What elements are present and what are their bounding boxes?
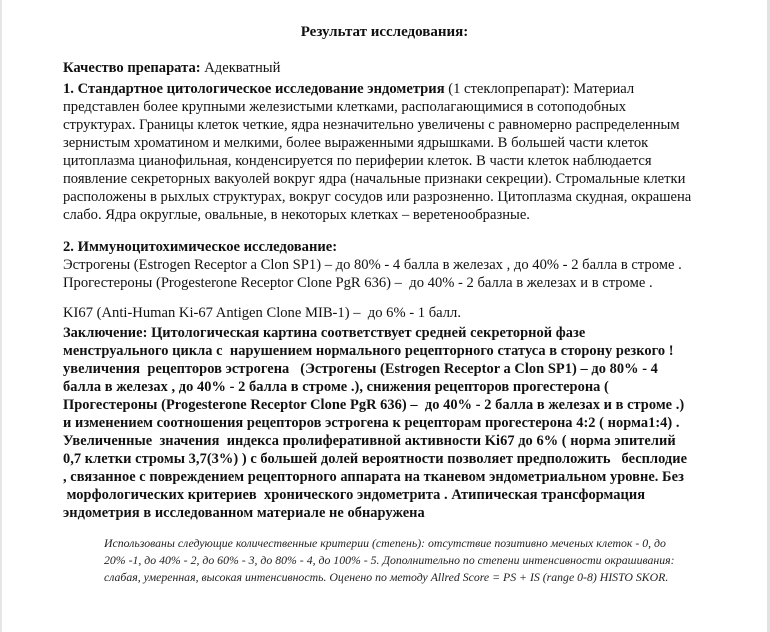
progesterone-line: Прогестероны (Progesterone Receptor Clone PgR 636) – до 40% - 2 балла в железах и в строме .	[63, 275, 653, 291]
section1-text-line: представлен более крупными железистыми клетками, располагающимися в сотоподобных	[63, 99, 626, 115]
document-title: Результат исследования:	[300, 24, 469, 40]
conclusion-line: эндометрия в исследованном материале не обнаружена	[63, 505, 425, 521]
section1-text-line: расположены в рыхлых структурах, вокруг сосудов или разрозненно. Цитоплазма скудная, окрашена	[63, 189, 692, 205]
conclusion-line: Прогестероны (Progesterone Receptor Clone PgR 636) – до 40% - 2 балла в железах и в строме .)	[63, 397, 685, 413]
ki67-line: KI67 (Anti-Human Ki-67 Antigen Clone MIB-1) – до 6% - 1 балл.	[63, 305, 461, 321]
footnote-line: слабая, умеренная, высокая интенсивность. Оценено по методу Allred Score = PS + IS (range 0-8) HISTO SKOR.	[104, 570, 669, 584]
conclusion-line: менструального цикла с нарушением нормального рецепторного статуса в сторону резкого !	[63, 343, 674, 359]
conclusion-line: увеличения рецепторов эстрогена (Эстрогены (Estrogen Receptor a Clon SP1) – до 80% - 4	[63, 361, 658, 377]
section1-heading: 1. Стандартное цитологическое исследование эндометрия	[63, 81, 445, 97]
footnote-line: 20% -1, до 40% - 2, до 60% - 3, до 80% - 4, до 100% - 5. Дополнительно по степени интенсивности окрашивания:	[104, 553, 675, 567]
section1-text-line: структурах. Границы клеток четкие, ядра незначительно увеличены с равномерно распределенным	[63, 117, 680, 133]
footnote-line: Использованы следующие количественные критерии (степень): отсутствие позитивно меченых клеток - 0, до	[104, 536, 666, 550]
conclusion-line: балла в железах , до 40% - 2 балла в строме .), снижения рецепторов прогестерона (	[63, 379, 609, 395]
quality-label: Качество препарата:	[63, 60, 201, 76]
quality-line	[63, 59, 280, 77]
conclusion-line: , связанное с повреждением рецепторного аппарата на тканевом эндометриальном уровне. Без	[63, 469, 684, 485]
section1-heading-suffix: (1 стеклопрепарат): Материал	[444, 81, 635, 97]
section1-heading-line	[63, 80, 634, 98]
conclusion-line: и изменением соотношения рецепторов эстрогена к рецепторам прогестерона 4:2 ( норма1:4) .	[63, 415, 680, 431]
section1-text-line: слабо. Ядра округлые, овальные, в некоторых клетках – веретенообразные.	[63, 207, 530, 223]
conclusion-line: 0,7 клетки стромы 3,7(3%) ) с большей долей вероятности позволяет предположить бесплодие	[63, 451, 688, 467]
quality-value: Адекватный	[200, 60, 281, 76]
estrogen-line: Эстрогены (Estrogen Receptor a Clon SP1) – до 80% - 4 балла в железах , до 40% - 2 балла в строме .	[63, 257, 682, 273]
section1-text-line: появление секреторных вакуолей вокруг ядра (начальные признаки секреции). Стромальные клетки	[63, 171, 686, 187]
section2-heading: 2. Иммуноцитохимическое исследование:	[63, 239, 338, 255]
section1-text-line: цитоплазма цианофильная, конденсируется по периферии клеток. В части клеток наблюдается	[63, 153, 652, 169]
section1-text-line: зернистым хроматином и мелкими, более выраженными ядрышками. В большей части клеток	[63, 135, 649, 151]
conclusion-line: Увеличенные значения индекса пролиферативной активности Ki67 до 6% ( норма эпителий	[63, 433, 676, 449]
conclusion-line: Заключение: Цитологическая картина соответствует средней секреторной фазе	[63, 325, 586, 341]
conclusion-line: морфологических критериев хронического эндометрита . Атипическая трансформация	[63, 487, 646, 503]
